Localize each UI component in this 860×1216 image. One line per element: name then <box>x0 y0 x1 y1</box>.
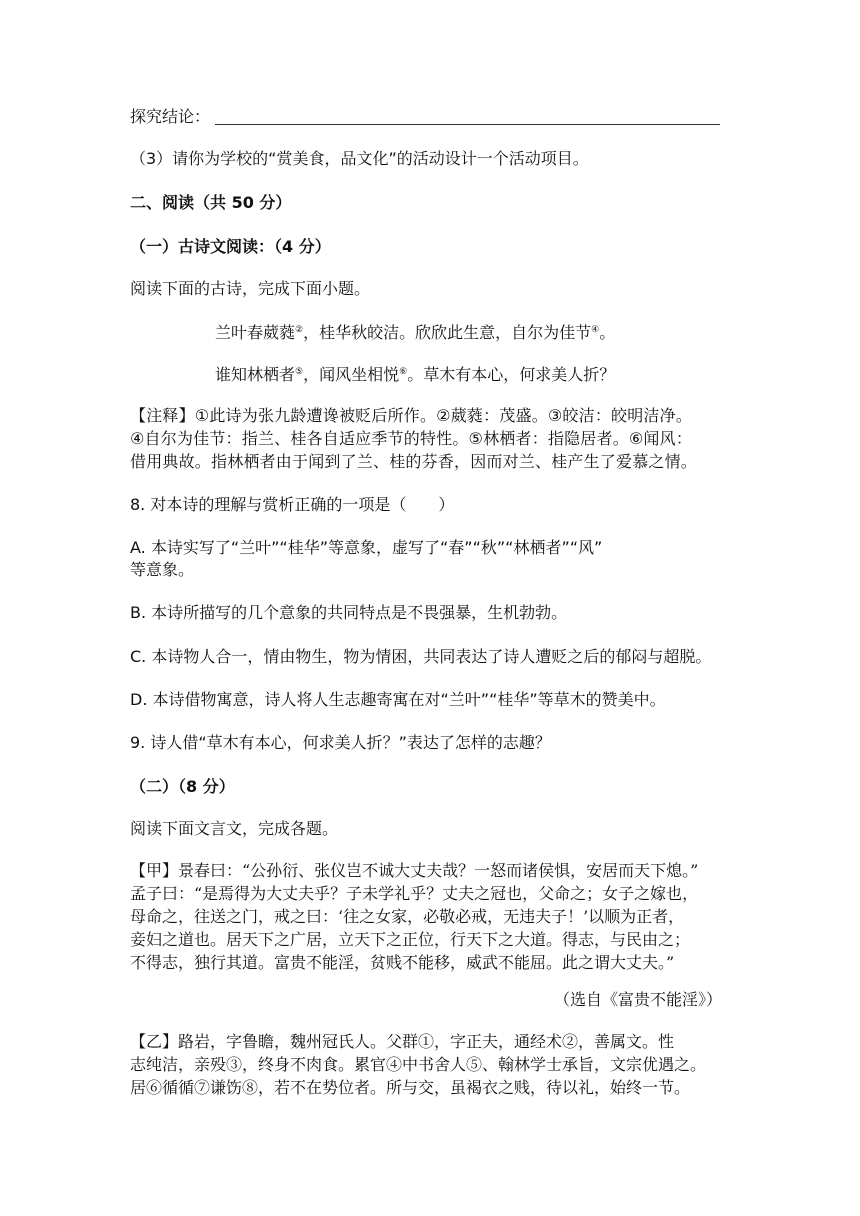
text-yi-line-1: 【乙】路岩，字鲁瞻，魏州冠氏人。父群①，字正夫，通经术②，善属文。性 <box>130 1032 675 1051</box>
conclusion-label: 探究结论： <box>130 107 211 126</box>
footnote-mark: ⑥ <box>399 367 408 377</box>
source-citation: （选自《富贵不能淫》） <box>553 990 722 1009</box>
question-3: （3）请你为学校的“赏美食，品文化”的活动设计一个活动项目。 <box>130 149 589 168</box>
classical-instruction: 阅读下面文言文，完成各题。 <box>130 819 339 838</box>
subsection-heading-classical: （二）（8 分） <box>130 777 235 796</box>
poem-line-1 <box>215 319 615 344</box>
section-heading-reading: 二、阅读（共 50 分） <box>130 193 292 212</box>
text-yi-line-2: 志纯洁，亲殁③，终身不肉食。累官④中书舍人⑤、翰林学士承旨，文宗优遇之。 <box>130 1055 707 1074</box>
text-jia-line-5: 不得志，独行其道。富贵不能淫，贫贱不能移，威武不能屈。此之谓大丈夫。” <box>130 953 675 972</box>
poem-text: ，桂华秋皎洁。欣欣此生意，自尔为佳节 <box>303 323 592 342</box>
option-b: B. 本诗所描写的几个意象的共同特点是不畏强暴，生机勃勃。 <box>130 603 568 622</box>
question-8: 8. 对本诗的理解与赏析正确的一项是（ ） <box>130 495 455 514</box>
footnote-mark: ② <box>295 325 304 335</box>
question-9: 9. 诗人借“草木有本心，何求美人折？”表达了怎样的志趣？ <box>130 733 551 752</box>
text-jia-line-1: 【甲】景春曰：“公孙衍、张仪岂不诚大丈夫哉？一怒而诸侯惧，安居而天下熄。” <box>130 861 699 880</box>
subsection-heading-poetry: （一）古诗文阅读：（4 分） <box>130 237 331 256</box>
text-jia-line-3: 母命之，往送之门，戒之曰：‘往之女家，必敬必戒，无违夫子！’以顺为正者， <box>130 907 685 926</box>
poem-instruction: 阅读下面的古诗，完成下面小题。 <box>130 279 371 298</box>
poem-text: 谁知林栖者 <box>215 365 296 384</box>
poem-text: 兰叶春葳蕤 <box>215 323 296 342</box>
footnote-mark: ⑤ <box>295 367 304 377</box>
poem-text: 。草木有本心，何求美人折？ <box>407 365 616 384</box>
poem-line-2 <box>215 361 615 386</box>
annotation-line-1: 【注释】①此诗为张九龄遭谗被贬后所作。②葳蕤：茂盛。③皎洁：皎明洁净。 <box>130 406 693 425</box>
annotation-line-3: 借用典故。指林栖者由于闻到了兰、桂的芬香，因而对兰、桂产生了爱慕之情。 <box>130 452 698 471</box>
poem-text: ，闻风坐相悦 <box>303 365 400 384</box>
footnote-mark: ④ <box>591 325 600 335</box>
option-a-line-1: A. 本诗实写了“兰叶”“桂华”等意象，虚写了“春”“秋”“林栖者”“风” <box>130 538 603 557</box>
option-c: C. 本诗物人合一，情由物生，物为情困，共同表达了诗人遭贬之后的郁闷与超脱。 <box>130 647 712 666</box>
option-d: D. 本诗借物寓意，诗人将人生志趣寄寓在对“兰叶”“桂华”等草木的赞美中。 <box>130 690 666 709</box>
answer-blank-line[interactable] <box>215 124 720 125</box>
poem-text: 。 <box>599 323 616 342</box>
text-jia-line-2: 孟子曰：“是焉得为大丈夫乎？子未学礼乎？丈夫之冠也，父命之；女子之嫁也， <box>130 884 699 903</box>
annotation-line-2: ④自尔为佳节：指兰、桂各自适应季节的特性。⑤林栖者：指隐居者。⑥闻风： <box>130 429 693 448</box>
text-jia-line-4: 妾妇之道也。居天下之广居，立天下之正位，行天下之大道。得志，与民由之； <box>130 930 691 949</box>
option-a-line-2: 等意象。 <box>130 560 195 579</box>
text-yi-line-3: 居⑥循循⑦谦饬⑧，若不在势位者。所与交，虽褐衣之贱，待以礼，始终一节。 <box>130 1078 691 1097</box>
